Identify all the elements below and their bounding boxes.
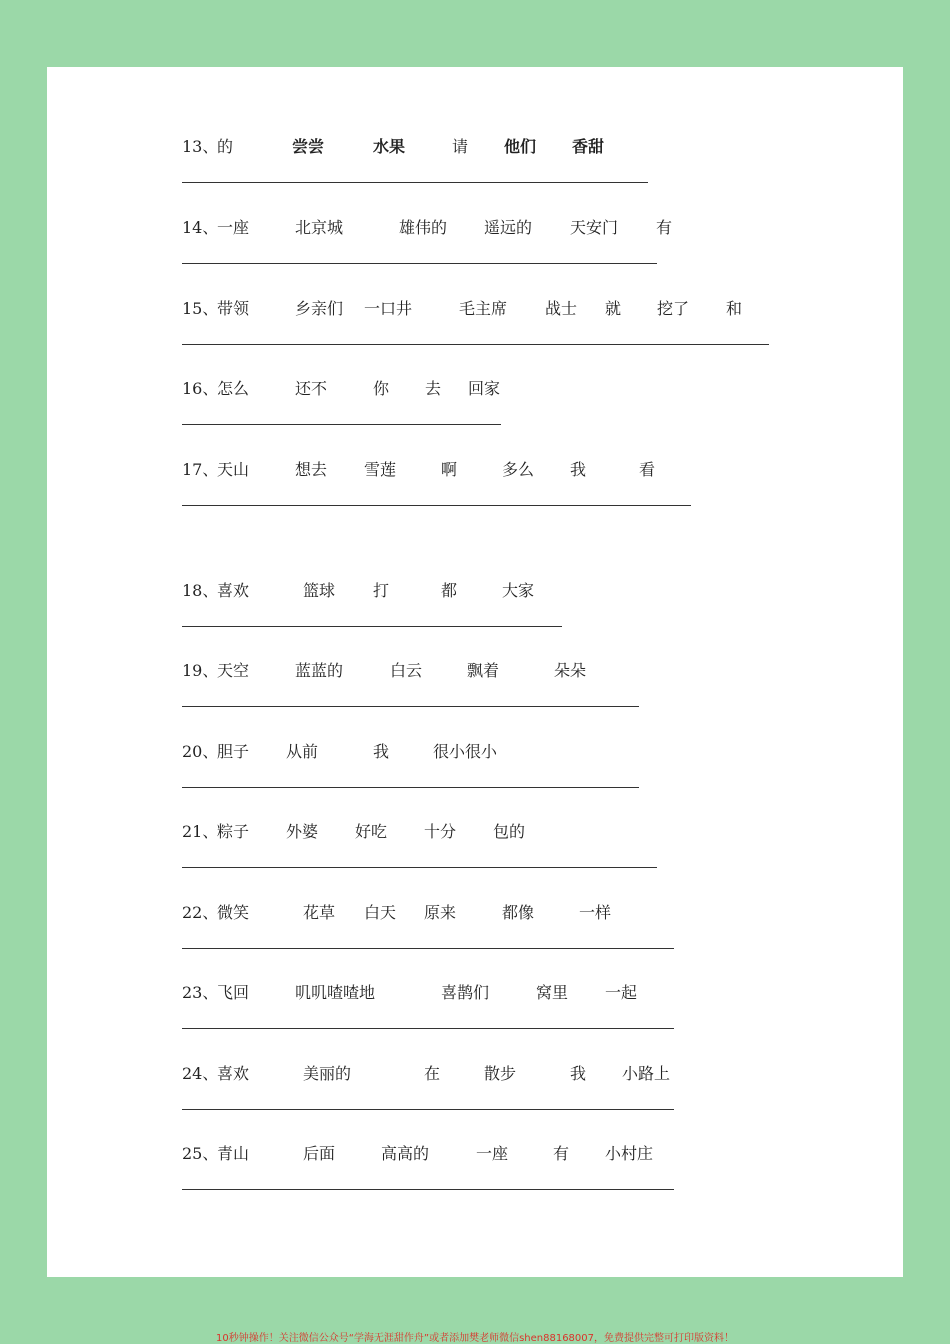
answer-line[interactable] — [182, 424, 501, 425]
word: 看 — [639, 460, 656, 479]
word: 十分 — [424, 822, 457, 841]
word: 微笑 — [217, 903, 250, 922]
word: 蓝蓝的 — [295, 661, 344, 680]
question-number: 25、 — [182, 1144, 219, 1163]
word: 天空 — [217, 661, 250, 680]
word: 我 — [570, 1064, 587, 1083]
answer-line[interactable] — [182, 1189, 674, 1190]
word: 后面 — [303, 1144, 336, 1163]
promo-footer: 10秒钟操作！关注微信公众号“学海无涯甜作舟”或者添加樊老师微信shen88168007，免费提供完整可打印版资料！ — [215, 1333, 735, 1344]
word: 花草 — [303, 903, 336, 922]
word: 雪莲 — [364, 460, 397, 479]
word: 散步 — [484, 1064, 517, 1083]
answer-line[interactable] — [182, 344, 769, 345]
word: 和 — [726, 299, 743, 318]
answer-line[interactable] — [182, 1028, 674, 1029]
word: 天安门 — [570, 218, 619, 237]
word: 小村庄 — [605, 1144, 654, 1163]
word: 胆子 — [217, 742, 250, 761]
word: 怎么 — [217, 379, 250, 398]
word: 你 — [373, 379, 390, 398]
answer-line[interactable] — [182, 867, 657, 868]
question-number: 23、 — [182, 983, 219, 1002]
word: 回家 — [468, 379, 501, 398]
word: 啊 — [441, 460, 458, 479]
word: 大家 — [502, 581, 535, 600]
question-number: 17、 — [182, 460, 219, 479]
word: 毛主席 — [459, 299, 508, 318]
word: 朵朵 — [554, 661, 587, 680]
word: 请 — [452, 137, 469, 156]
answer-line[interactable] — [182, 505, 691, 506]
word: 水果 — [373, 137, 406, 156]
word: 还不 — [295, 379, 328, 398]
word: 原来 — [424, 903, 457, 922]
word: 有 — [553, 1144, 570, 1163]
question-number: 16、 — [182, 379, 219, 398]
word: 好吃 — [355, 822, 388, 841]
word: 叽叽喳喳地 — [295, 983, 376, 1002]
word: 我 — [570, 460, 587, 479]
word: 我 — [373, 742, 390, 761]
question-number: 14、 — [182, 218, 219, 237]
word: 乡亲们 — [295, 299, 344, 318]
word: 他们 — [504, 137, 537, 156]
word: 北京城 — [295, 218, 344, 237]
word: 高高的 — [381, 1144, 430, 1163]
answer-line[interactable] — [182, 1109, 674, 1110]
word: 喜鹊们 — [441, 983, 490, 1002]
answer-line[interactable] — [182, 182, 648, 183]
question-number: 20、 — [182, 742, 219, 761]
word: 外婆 — [286, 822, 319, 841]
word: 白天 — [364, 903, 397, 922]
word: 很小很小 — [433, 742, 498, 761]
word: 青山 — [217, 1144, 250, 1163]
question-number: 21、 — [182, 822, 219, 841]
word: 一样 — [579, 903, 612, 922]
word: 天山 — [217, 460, 250, 479]
word: 就 — [605, 299, 622, 318]
word: 一起 — [605, 983, 638, 1002]
word: 想去 — [295, 460, 328, 479]
question-number: 18、 — [182, 581, 219, 600]
word: 喜欢 — [217, 1064, 250, 1083]
answer-line[interactable] — [182, 787, 639, 788]
word: 雄伟的 — [399, 218, 448, 237]
word: 窝里 — [536, 983, 569, 1002]
word: 都像 — [502, 903, 535, 922]
word: 包的 — [493, 822, 526, 841]
word: 飞回 — [217, 983, 250, 1002]
question-number: 24、 — [182, 1064, 219, 1083]
word: 从前 — [286, 742, 319, 761]
answer-line[interactable] — [182, 948, 674, 949]
word: 的 — [217, 137, 234, 156]
word: 粽子 — [217, 822, 250, 841]
word: 喜欢 — [217, 581, 250, 600]
answer-line[interactable] — [182, 626, 562, 627]
word: 打 — [373, 581, 390, 600]
word: 香甜 — [572, 137, 605, 156]
word: 在 — [424, 1064, 441, 1083]
question-number: 22、 — [182, 903, 219, 922]
word: 一口井 — [364, 299, 413, 318]
word: 篮球 — [303, 581, 336, 600]
word: 飘着 — [467, 661, 500, 680]
word: 都 — [441, 581, 458, 600]
word: 美丽的 — [303, 1064, 352, 1083]
question-number: 19、 — [182, 661, 219, 680]
answer-line[interactable] — [182, 706, 639, 707]
question-number: 15、 — [182, 299, 219, 318]
word: 去 — [425, 379, 442, 398]
word: 一座 — [476, 1144, 509, 1163]
word: 白云 — [390, 661, 423, 680]
question-number: 13、 — [182, 137, 219, 156]
answer-line[interactable] — [182, 263, 657, 264]
word: 挖了 — [657, 299, 690, 318]
word: 遥远的 — [484, 218, 533, 237]
word: 一座 — [217, 218, 250, 237]
word: 多么 — [502, 460, 535, 479]
word: 战士 — [545, 299, 578, 318]
word: 尝尝 — [292, 137, 325, 156]
word: 带领 — [217, 299, 250, 318]
word: 小路上 — [622, 1064, 671, 1083]
word: 有 — [656, 218, 673, 237]
